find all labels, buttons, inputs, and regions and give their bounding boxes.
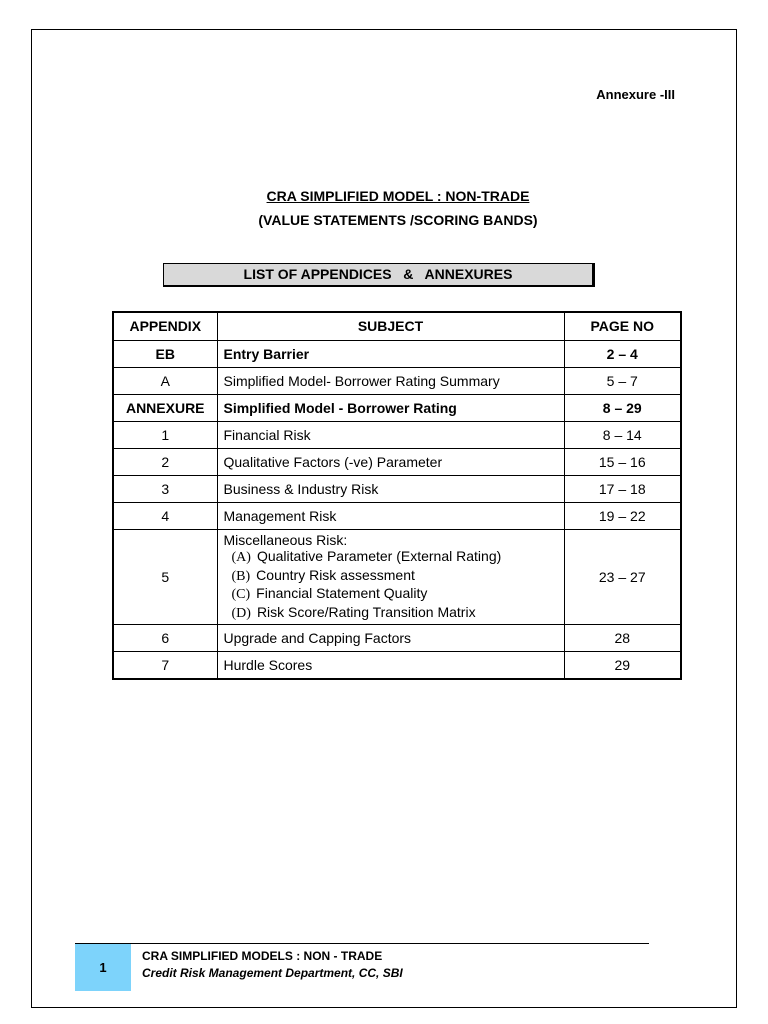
table-header-row — [113, 312, 681, 340]
table-row — [113, 502, 681, 529]
subitem-letter: (C) — [231, 587, 251, 602]
row-appendix: 2 — [113, 448, 217, 475]
row-page-no: 19 – 22 — [564, 502, 681, 529]
subject-subitem — [224, 585, 558, 604]
table-row — [113, 367, 681, 394]
subitem-letter: (B) — [231, 568, 251, 584]
row-subject: Business & Industry Risk — [217, 475, 564, 502]
row-page-no: 8 – 29 — [564, 394, 681, 421]
row-subject-heading: Miscellaneous Risk: — [223, 531, 348, 548]
table-row — [113, 475, 681, 502]
row-appendix: EB — [113, 340, 217, 367]
row-appendix: 6 — [113, 625, 217, 652]
row-subject: Simplified Model - Borrower Rating — [217, 394, 564, 421]
footer-rule — [75, 943, 649, 944]
page-number: 1 — [75, 944, 131, 991]
row-appendix: A — [113, 367, 217, 394]
row-page-no: 2 – 4 — [564, 340, 681, 367]
row-appendix: ANNEXURE — [113, 394, 217, 421]
row-page-no: 29 — [564, 652, 681, 679]
row-page-no: 23 – 27 — [564, 529, 681, 625]
document-subtitle: (VALUE STATEMENTS /SCORING BANDS) — [258, 212, 538, 228]
row-subject: Entry Barrier — [217, 340, 564, 367]
table-body — [113, 340, 681, 679]
table-row — [113, 421, 681, 448]
row-subject: Financial Risk — [217, 421, 564, 448]
table-row — [113, 340, 681, 367]
document-title: CRA SIMPLIFIED MODEL : NON-TRADE — [266, 188, 530, 204]
subject-subitem — [224, 604, 558, 623]
annexure-tag: Annexure -III — [596, 87, 675, 102]
row-page-no: 17 – 18 — [564, 475, 681, 502]
row-appendix: 7 — [113, 652, 217, 679]
row-page-no: 8 – 14 — [564, 421, 681, 448]
row-page-no: 28 — [564, 625, 681, 652]
header-subject: SUBJECT — [217, 312, 564, 340]
row-subject: Qualitative Factors (-ve) Parameter — [217, 448, 564, 475]
subitem-text: Risk Score/Rating Transition Matrix — [256, 603, 476, 620]
subitem-letter: (A) — [231, 550, 251, 565]
subitem-text: Country Risk assessment — [256, 566, 415, 583]
header-appendix: APPENDIX — [113, 312, 217, 340]
header-page-no: PAGE NO — [564, 312, 681, 340]
table-row — [113, 394, 681, 421]
table-row — [113, 652, 681, 679]
row-subject — [217, 529, 564, 625]
row-page-no: 5 – 7 — [564, 367, 681, 394]
subitem-letter: (D) — [231, 605, 251, 621]
subject-subitem — [224, 548, 558, 567]
row-appendix: 5 — [113, 529, 217, 625]
row-subject: Upgrade and Capping Factors — [217, 625, 564, 652]
table-row — [113, 448, 681, 475]
row-page-no: 15 – 16 — [564, 448, 681, 475]
row-appendix: 4 — [113, 502, 217, 529]
row-subject: Simplified Model- Borrower Rating Summary — [217, 367, 564, 394]
table-row — [113, 625, 681, 652]
list-heading: LIST OF APPENDICES & ANNEXURES — [163, 263, 595, 287]
row-subject: Hurdle Scores — [217, 652, 564, 679]
row-subject: Management Risk — [217, 502, 564, 529]
appendix-table — [112, 311, 682, 680]
footer-department: Credit Risk Management Department, CC, SBI — [142, 966, 403, 980]
subitem-text: Financial Statement Quality — [256, 585, 428, 601]
subitem-text: Qualitative Parameter (External Rating) — [256, 548, 502, 564]
footer-title: CRA SIMPLIFIED MODELS : NON - TRADE — [142, 949, 383, 963]
table-row — [113, 529, 681, 625]
row-appendix: 3 — [113, 475, 217, 502]
row-appendix: 1 — [113, 421, 217, 448]
subject-subitem — [224, 567, 558, 586]
